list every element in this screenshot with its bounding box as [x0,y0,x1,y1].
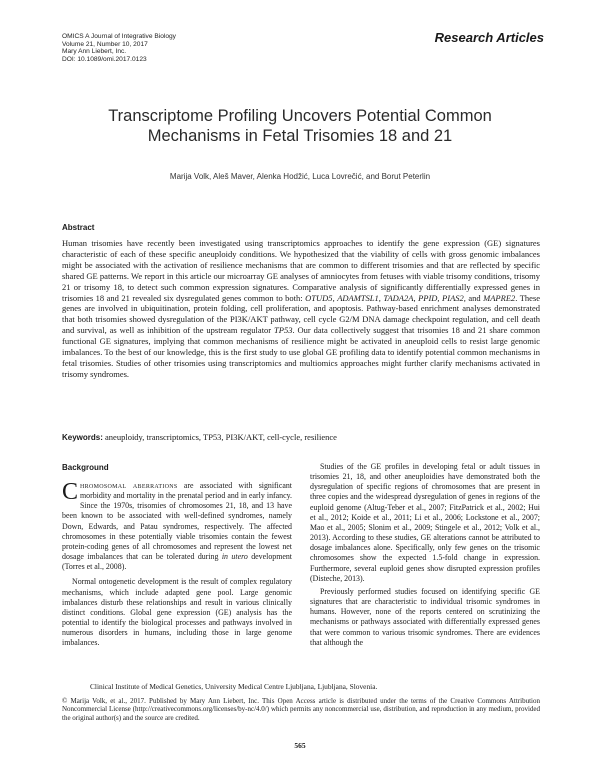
gene-name: TADA2A [383,292,414,303]
journal-publisher: Mary Ann Liebert, Inc. [62,48,127,56]
title-line-1: Transcriptome Profiling Uncovers Potential Common [108,107,492,125]
journal-info [62,33,176,63]
body-column-left [62,481,292,649]
body-column-right [310,462,540,648]
background-heading: Background [62,463,109,472]
gene-name: ADAMTSL1 [337,292,379,303]
gene-name: OTUD5 [305,292,333,303]
paragraph-text: are associated with significant morbidity and mortality in the prenatal period and in early infancy. Since the 1970s, trisomies of chromosomes 21, 18, and 13 have been known to be associated with well-defined syndromes, namely Down, Edwards, and Patau syndromes, respectively. The affected chromosomes in these potentially viable trisomies contain the fewest protein-coding genes of all chromosomes and represent the lowest net dosage imbalances that can be tolerated during [62,481,292,562]
gene-name: MAPRE2 [483,292,516,303]
keywords-label: Keywords: [62,433,103,442]
keywords-list: aneuploidy, transcriptomics, TP53, PI3K/AKT, cell-cycle, resilience [105,432,337,442]
title-line-2: Mechanisms in Fetal Trisomies 18 and 21 [147,127,453,145]
abstract-text [62,238,540,380]
separator: , [437,292,443,303]
lead-in: hromosomal aberrations [80,481,178,490]
section-label: Research Articles [434,30,544,45]
page-number: 565 [294,741,306,750]
gene-name: TP53 [274,325,293,336]
paragraph: Normal ontogenetic development is the result of complex regulatory mechanisms, which include adapted gene pool. Large genomic imbalances disturb these relationships and result in various clinically distinct conditions. Global gene expression (GE) analysis has the potential to identify the biological processes and pathways involved in numerous disorders in humans, including those in large genome imbalances. [62,577,292,648]
journal-name: OMICS A Journal of Integrative Biology [62,33,176,40]
affiliation: Clinical Institute of Medical Genetics, University Medical Centre Ljubljana, Ljubljana, Slovenia. [90,682,378,691]
separator: , [332,292,338,303]
keywords [62,432,540,444]
article-title [60,106,540,146]
abstract-text-part: . These genes are involved in ubiquitination, protein folding, cell proliferation, and apoptosis. Pathway-based enrichment analyses demonstrated that both trisomies showed dysregulation of the PI3K/AKT pathway, cell cycle G2/M DNA damage checkpoint regulation, and cell death and survival, as well as inhibition of the upstream regulator [62,292,541,336]
abstract-text-part: Human trisomies have recently been investigated using transcriptomics approaches to identify the gene expression (GE) signatures characteristic of each of these specific aneuploidy conditions. We hypothesized that the viability of cells with gross genomic imbalances might be associated with the activation of resilience mechanisms that are common to different trisomies and that are reflected by specific shared GE patterns. We report in this article our microarray GE analyses of amniocytes from fetuses with viable trisomy conditions, trisomy 21 or trisomy 18, to detect such common expression signatures. Comparative analysis of significantly differentially expressed genes in trisomies 18 and 21 revealed six dysregulated genes common to both: [62,238,540,303]
paragraph [62,481,292,572]
abstract-heading: Abstract [62,223,95,232]
license-notice: © Marija Volk, et al., 2017. Published by Mary Ann Liebert, Inc. This Open Access article is distributed under the terms of the Creative Commons Attribution Noncommercial License (http://creativecommons.org/licenses/by-nc/4.0/) which permits any noncommercial use, distribution, and reproduction in any medium, provided the original author(s) and the source are credited. [62,697,540,722]
paragraph: Previously performed studies focused on identifying specific GE signatures that are characteristic to individual trisomic syndromes in humans. However, none of the reports centered on scrutinizing the mechanisms or pathways associated with differentially expressed genes that were common to various trisomic syndromes. There are evidences that although the [310,586,540,647]
gene-name: PIAS2 [442,292,464,303]
abstract-text-part: . Our data collectively suggest that trisomies 18 and 21 share common functional GE signatures, implying that common mechanisms of resilience might be activated in aneuploid cells to resist large genomic imbalances. To the best of our knowledge, this is the first study to use global GE profiling data to identify potential common mechanisms in fetal trisomies. Studies of other trisomies using transcriptomics and multiomics approaches might further clarify mechanisms activated in trisomy syndromes. [62,325,540,379]
journal-doi: DOI: 10.1089/omi.2017.0123 [62,55,147,63]
separator: , and [463,292,484,303]
paragraph: Studies of the GE profiles in developing fetal or adult tissues in trisomies 21, 18, and other aneuploidies have demonstrated both the dysregulation of specific regions of chromosomes that are present in three copies and the widespread dysregulation of genes in regions of the euploid genome (Altug-Teber et al., 2007; FitzPatrick et al., 2002; Hui et al., 2012; Koide et al., 2011; Li et al., 2006; Lockstone et al., 2007; Mao et al., 2005; Slonim et al., 2009; Stingele et al., 2012; Volk et al., 2013). According to these studies, GE alterations cannot be attributed to dosage imbalances alone. Specifically, only few genes on the trisomic chromosomes show the expected 1.5-fold change in expression. Furthermore, several euploid genes show disrupted expression profiles (Disteche, 2013). [310,462,540,583]
gene-name: PPID [418,292,438,303]
paragraph-text: development (Torres et al., 2008). [62,552,292,572]
author-list: Marija Volk, Aleš Maver, Alenka Hodžić, Luca Lovrečić, and Borut Peterlin [169,172,431,181]
drop-cap: C [62,479,79,505]
italic-term: in utero [221,552,248,562]
separator: , [413,292,419,303]
journal-volume: Volume 21, Number 10, 2017 [62,40,148,48]
separator: , [378,292,384,303]
